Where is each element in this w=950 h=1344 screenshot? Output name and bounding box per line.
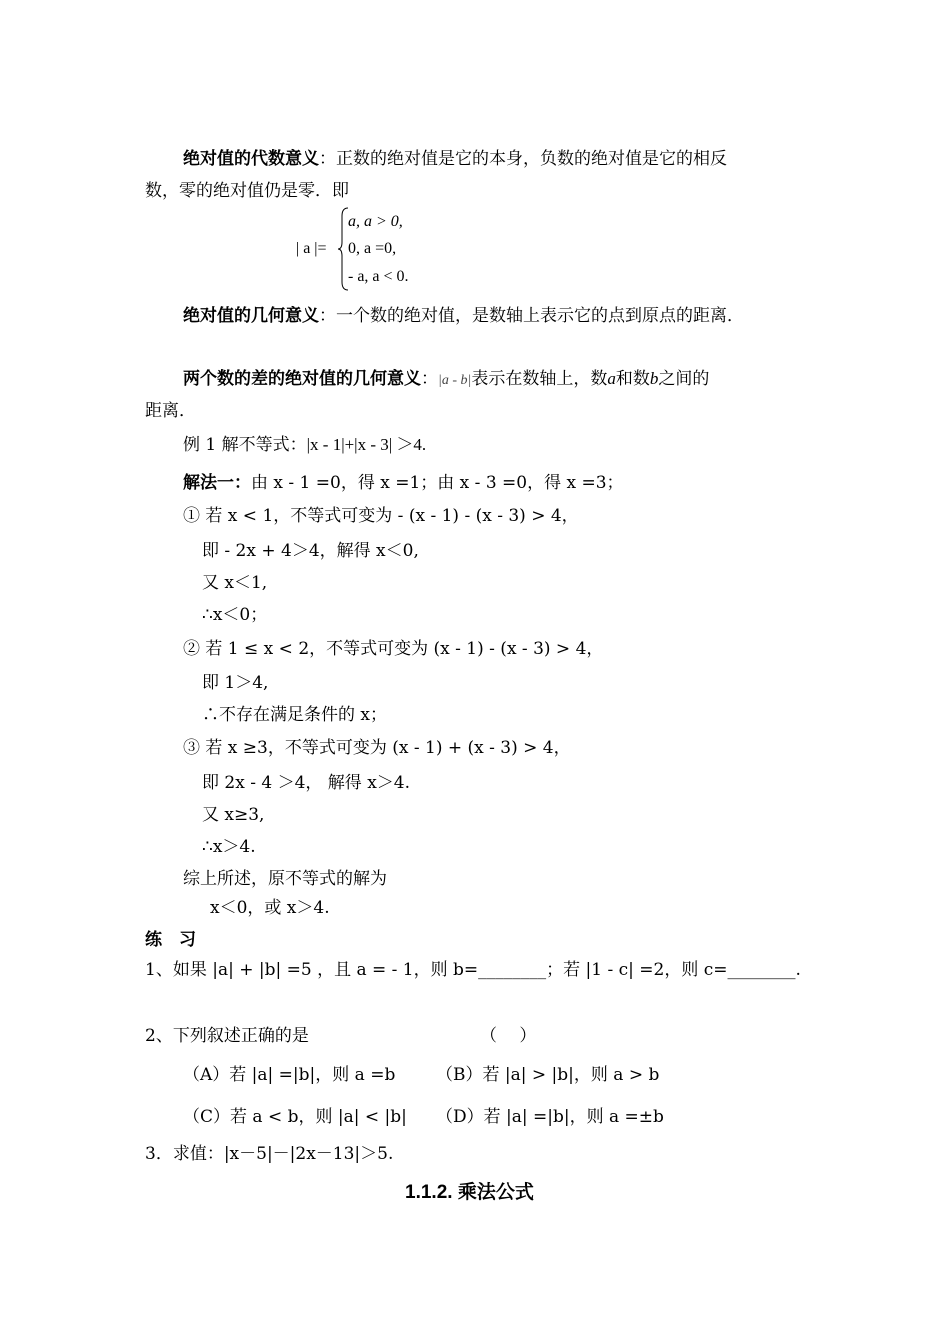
exercise-q2-paren: （ ） — [480, 1026, 537, 1046]
def-diff-var-b: b — [649, 369, 659, 388]
section-title: 1.1.2. 乘法公式 — [405, 1182, 534, 1203]
case2-line: ② 若 1 ≤ x < 2，不等式可变为 (x - 1) - (x - 3) > 4， — [183, 639, 604, 659]
answer-line: x＜0，或 x＞4. — [210, 898, 330, 918]
exercise-heading: 练 习 — [145, 930, 196, 950]
def-diff-term: 两个数的差的绝对值的几何意义 — [183, 369, 421, 389]
option-d: （D）若 |a| =|b|，则 a =±b — [436, 1107, 664, 1127]
summary-line: 综上所述，原不等式的解为 — [183, 869, 387, 889]
def-geometry-text: ：一个数的绝对值，是数轴上表示它的点到原点的距离． — [319, 306, 744, 326]
def-diff-text-b: 和数 — [615, 369, 650, 389]
case3-line: ③ 若 x ≥3，不等式可变为 (x - 1) + (x - 3) > 4， — [183, 738, 571, 758]
example-expr: |x - 1|+|x - 3| ＞4. — [306, 435, 427, 454]
option-c: （C）若 a < b，则 |a| < |b| — [183, 1107, 407, 1127]
exercise-q1: 1、如果 |a| + |b| =5 ，且 a = - 1，则 b=________；若 |1 - c| =2，则 c=________. — [145, 960, 801, 980]
def-diff-var-a: a — [607, 369, 616, 388]
option-a: （A）若 |a| =|b|，则 a =b — [183, 1065, 396, 1085]
case1-line: ① 若 x < 1，不等式可变为 - (x - 1) - (x - 3) > 4， — [183, 506, 579, 526]
case1-line3: 又 x＜1, — [202, 573, 268, 593]
def-algebra-line1 — [183, 148, 727, 170]
solution-text: 由 x - 1 =0，得 x =1；由 x - 3 =0，得 x =3； — [251, 473, 624, 493]
def-algebra-line2: 数，零的绝对值仍是零．即 — [145, 181, 349, 201]
case2-line2: 即 1＞4, — [202, 673, 269, 693]
example-label: 例 1 解不等式： — [183, 435, 307, 455]
case3-line3: 又 x≥3, — [202, 805, 265, 825]
piecewise-row2: 0, a =0, — [348, 240, 397, 257]
def-algebra-text: ：正数的绝对值是它的本身，负数的绝对值是它的相反 — [319, 149, 727, 169]
piecewise-lhs: | a |= — [296, 240, 327, 257]
solution-label: 解法一： — [183, 473, 251, 493]
solution-line — [183, 472, 624, 494]
def-geometry-term: 绝对值的几何意义 — [183, 306, 319, 326]
case1-line4: ∴x＜0； — [202, 605, 268, 625]
def-diff-text-c: 之间的 — [658, 369, 710, 389]
case3-line2: 即 2x - 4 ＞4， 解得 x＞4. — [202, 773, 411, 793]
def-diff-expr: |a - b| — [438, 373, 472, 388]
case2-line3: ∴不存在满足条件的 x； — [202, 705, 387, 725]
example-line — [183, 434, 426, 456]
option-b: （B）若 |a| > |b|，则 a > b — [436, 1065, 660, 1085]
def-diff-text-a: 表示在数轴上，数 — [471, 369, 608, 389]
piecewise-row1: a, a > 0, — [348, 213, 403, 230]
def-algebra-term: 绝对值的代数意义 — [183, 149, 319, 169]
def-diff-line1 — [183, 368, 709, 392]
exercise-q2: 2、下列叙述正确的是 — [145, 1026, 309, 1046]
case3-line4: ∴x＞4. — [202, 837, 256, 857]
exercise-q3: 3．求值：|x－5|－|2x－13|＞5. — [145, 1144, 394, 1164]
piecewise-row3: - a, a < 0. — [348, 268, 409, 285]
def-geometry-line — [183, 305, 744, 327]
def-diff-line2: 距离． — [145, 401, 196, 421]
def-diff-colon: ： — [421, 369, 438, 389]
case1-line2: 即 - 2x + 4＞4，解得 x＜0, — [202, 541, 419, 561]
